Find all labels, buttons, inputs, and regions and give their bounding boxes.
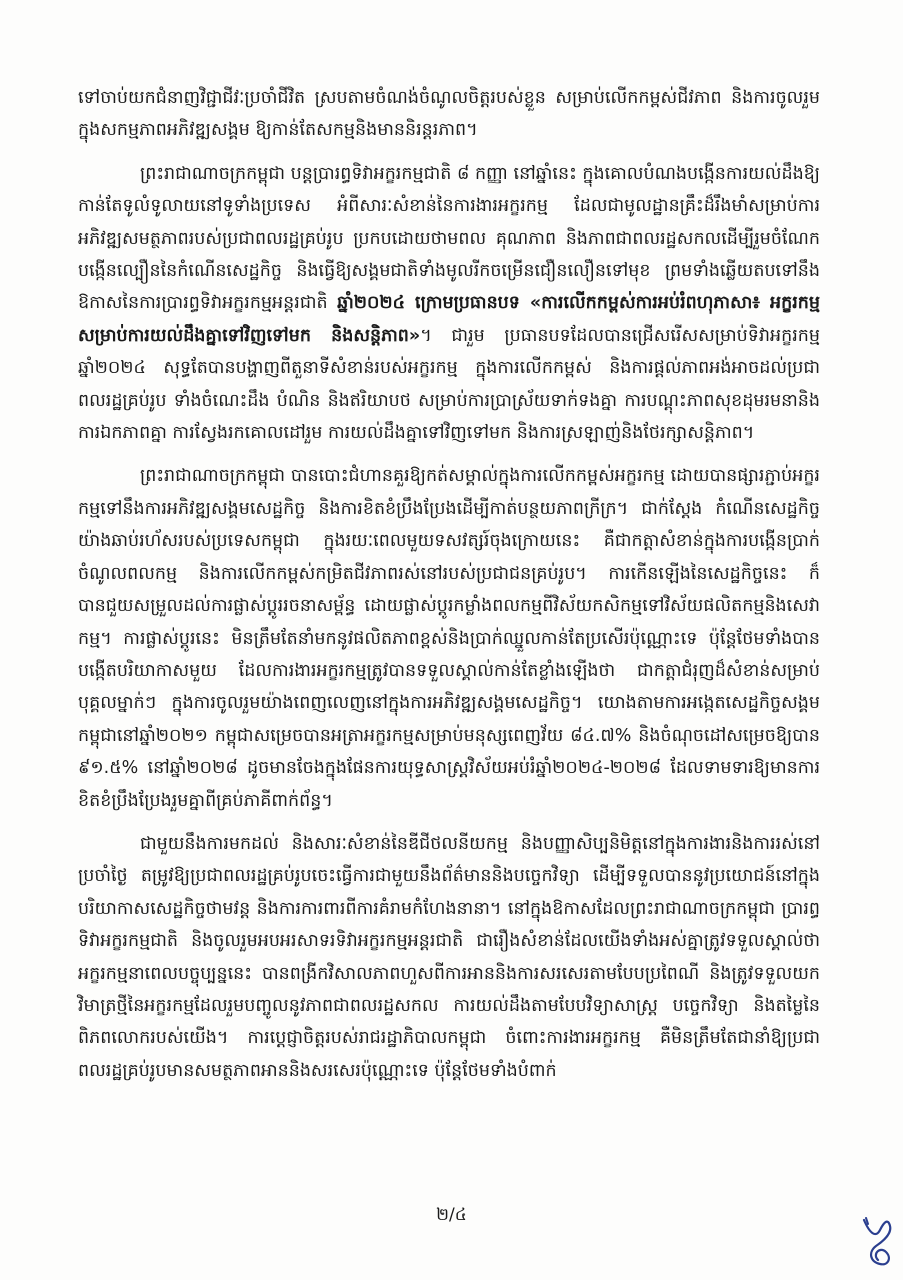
paragraph-2-theme-bold: ឆ្នាំ២០២៤ ក្រោមប្រធានបទ «ការលើកកម្ពស់ការអប់រំពហុភាសា៖ អក្ខរកម្មសម្រាប់ការយល់ដឹងគ្នាទៅវិញទៅមក និងសន្តិភាព» xyxy=(78,293,820,346)
document-body xyxy=(78,82,820,1098)
page-number: ២/៤ xyxy=(436,1205,467,1225)
paragraph-1: ទៅចាប់យកជំនាញវិជ្ជាជីវៈប្រចាំជីវិត ស្របតាមចំណង់ចំណូលចិត្តរបស់ខ្លួន សម្រាប់លើកកម្ពស់ជីវភាព និងការចូលរួមក្នុងសកម្មភាពអភិវឌ្ឍសង្គម ឱ្យកាន់តែសកម្មនិងមាននិរន្តរភាព។ xyxy=(78,88,820,141)
paragraph-2 xyxy=(78,158,820,450)
paragraph-2-text-before: ព្រះរាជាណាចក្រកម្ពុជា បន្តប្រារព្ធទិវាអក្ខរកម្មជាតិ ៨ កញ្ញា នៅឆ្នាំនេះ ក្នុងគោលបំណងបង្កើនការយល់ដឹងឱ្យកាន់តែទូលំទូលាយនៅទូទាំងប្រទេស អំពីសារៈសំខាន់នៃការងារអក្ខរកម្ម ដែលជាមូលដ្ឋានគ្រឹះដ៏រឹងមាំសម្រាប់ការអភិវឌ្ឍសមត្ថភាពរបស់ប្រជាពលរដ្ឋគ្រប់រូប ប្រកបដោយថាមពល គុណភាព និងភាពជាពលរដ្ឋសកលដើម្បីរួមចំណែកបង្កើនល្បឿននៃកំណើនសេដ្ឋកិច្ច និងធ្វើឱ្យសង្គមជាតិទាំងមូលរីកចម្រើនជឿនលឿនទៅមុខ ព្រមទាំងឆ្លើយតបទៅនឹងឱកាសនៃការប្រារព្ធទិវាអក្ខរកម្មអន្តរជាតិ xyxy=(78,163,820,314)
paragraph-4: ជាមួយនឹងការមកដល់ និងសារៈសំខាន់នៃឌីជីថលនីយកម្ម និងបញ្ញាសិប្បនិមិត្តនៅក្នុងការងារនិងការរស់នៅប្រចាំថ្ងៃ តម្រូវឱ្យប្រជាពលរដ្ឋគ្រប់រូបចេះធ្វើការជាមួយនឹងព័ត៌មាននិងបច្ចេកវិទ្យា ដើម្បីទទួលបាននូវប្រយោជន៍នៅក្នុងបរិយាកាសសេដ្ឋកិច្ចថាមវន្ត និងការការពារពីការគំរាមកំហែងនានា។ នៅក្នុងឱកាសដែលព្រះរាជាណាចក្រកម្ពុជា ប្រារព្ធទិវាអក្ខរកម្មជាតិ និងចូលរួមអបអរសាទរទិវាអក្ខរកម្មអន្តរជាតិ ជារឿងសំខាន់ដែលយើងទាំងអស់គ្នាត្រូវទទួលស្គាល់ថា អក្ខរកម្មនាពេលបច្ចុប្បន្ននេះ បានពង្រីកវិសាលភាពហួសពីការអាននិងការសរសេរតាមបែបប្រពៃណី និងត្រូវទទួលយកវិមាត្រថ្មីនៃអក្ខរកម្មដែលរួមបញ្ចូលនូវភាពជាពលរដ្ឋសកល ការយល់ដឹងតាមបែបវិទ្យាសាស្ត្រ បច្ចេកវិទ្យា និងតម្លៃនៃពិភពលោករបស់យើង។ ការប្តេជ្ញាចិត្តរបស់រាជរដ្ឋាភិបាលកម្ពុជា ចំពោះការងារអក្ខរកម្ម គឺមិនត្រឹមតែជានាំឱ្យប្រជាពលរដ្ឋគ្រប់រូបមានសមត្ថភាពអាននិងសរសេរប៉ុណ្ណោះទេ ប៉ុន្តែថែមទាំងបំពាក់ xyxy=(78,833,820,1081)
handwritten-initial-signature xyxy=(858,1212,898,1272)
paragraph-3: ព្រះរាជាណាចក្រកម្ពុជា បានបោះជំហានគួរឱ្យកត់សម្គាល់ក្នុងការលើកកម្ពស់អក្ខរកម្ម ដោយបានផ្សារភ្ជាប់អក្ខរកម្មទៅនឹងការអភិវឌ្ឍសង្គមសេដ្ឋកិច្ច និងការខិតខំប្រឹងប្រែងដើម្បីកាត់បន្ថយភាពក្រីក្រ។ ជាក់ស្តែង កំណើនសេដ្ឋកិច្ចយ៉ាងឆាប់រហ័សរបស់ប្រទេសកម្ពុជា ក្នុងរយៈពេលមួយទសវត្សរ៍ចុងក្រោយនេះ គឺជាកត្តាសំខាន់ក្នុងការបង្កើនប្រាក់ចំណូលពលកម្ម និងការលើកកម្ពស់កម្រិតជីវភាពរស់នៅរបស់ប្រជាជនគ្រប់រូប។ ការកើនឡើងនៃសេដ្ឋកិច្ចនេះ ក៏បានជួយសម្រួលដល់ការផ្លាស់ប្តូររចនាសម្ព័ន្ធ ដោយផ្លាស់ប្តូរកម្លាំងពលកម្មពីវិស័យកសិកម្មទៅវិស័យផលិតកម្មនិងសេវាកម្ម។ ការផ្លាស់ប្តូរនេះ មិនត្រឹមតែនាំមកនូវផលិតភាពខ្ពស់និងប្រាក់ឈ្នួលកាន់តែប្រសើរប៉ុណ្ណោះទេ ប៉ុន្តែថែមទាំងបានបង្កើតបរិយាកាសមួយ ដែលការងារអក្ខរកម្មត្រូវបានទទួលស្គាល់កាន់តែខ្លាំងឡើងថា ជាកត្តាជំរុញដ៏សំខាន់សម្រាប់បុគ្គលម្នាក់ៗ ក្នុងការចូលរួមយ៉ាងពេញលេញនៅក្នុងការអភិវឌ្ឍសង្គមសេដ្ឋកិច្ច។ យោងតាមការអង្កេតសេដ្ឋកិច្ចសង្គមកម្ពុជានៅឆ្នាំ២០២១ កម្ពុជាសម្រេចបានអត្រាអក្ខរកម្មសម្រាប់មនុស្សពេញវ័យ ៨៤.៧% និងចំណុចដៅសម្រេចឱ្យបាន ៩១.៥% នៅឆ្នាំ២០២៨ ដូចមានចែងក្នុងផែនការយុទ្ធសាស្ត្រវិស័យអប់រំឆ្នាំ២០២៤-២០២៨ ដែលទាមទារឱ្យមានការខិតខំប្រឹងប្រែងរួមគ្នាពីគ្រប់ភាគីពាក់ព័ន្ធ។ xyxy=(78,466,820,811)
paragraph-2-text-after: ។ ជារួម ប្រធានបទដែលបានជ្រើសរើសសម្រាប់ទិវាអក្ខរកម្ម ឆ្នាំ២០២៤ សុទ្ធតែបានបង្ហាញពីតួនាទីសំខាន់របស់អក្ខរកម្ម ក្នុងការលើកកម្ពស់ និងការផ្តល់ភាពអង់អាចដល់ប្រជាពលរដ្ឋគ្រប់រូប ទាំងចំណេះដឹង បំណិន និងឥរិយាបថ សម្រាប់ការប្រាស្រ័យទាក់ទងគ្នា ការបណ្តុះភាពសុខដុមរមនានិងការឯកភាពគ្នា ការស្វែងរកគោលដៅរួម ការយល់ដឹងគ្នាទៅវិញទៅមក និងការស្រឡាញ់និងថែរក្សាសន្តិភាព។ xyxy=(78,325,820,444)
